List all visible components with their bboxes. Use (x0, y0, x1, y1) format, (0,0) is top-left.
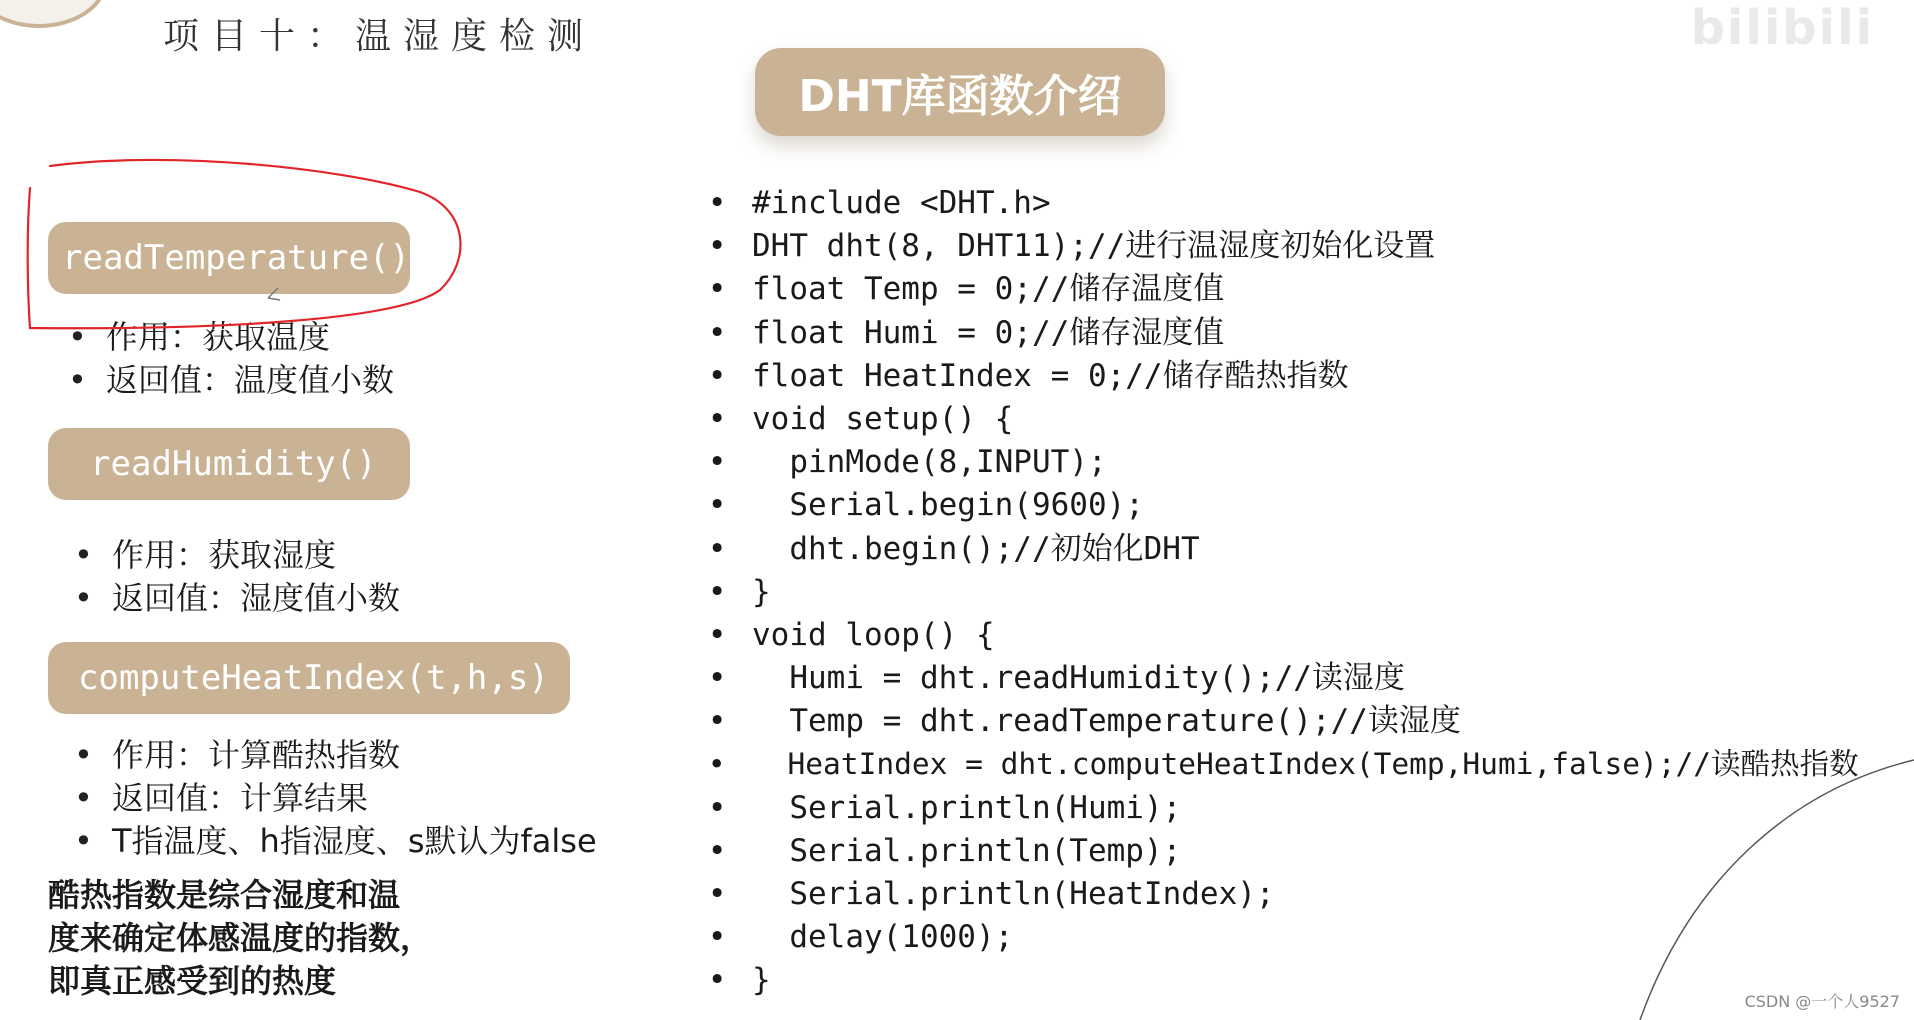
list-item: • 返回值：计算结果 (62, 777, 597, 820)
compute-heat-index-bullets (62, 734, 597, 863)
code-line: • DHT dht(8, DHT11);//进行温湿度初始化设置 (700, 225, 1859, 268)
read-humidity-bullets (62, 534, 400, 620)
list-item: • T指温度、h指湿度、s默认为false (62, 820, 597, 863)
read-temperature-pill: readTemperature() (48, 222, 410, 294)
list-item: • 作用：获取温度 (56, 316, 394, 359)
code-line: • float Humi = 0;//储存湿度值 (700, 312, 1859, 355)
code-line: • } (700, 571, 1859, 614)
code-line: • Serial.println(Humi); (700, 787, 1859, 830)
code-line: • Serial.println(HeatIndex); (700, 873, 1859, 916)
csdn-credit: CSDN @一个人9527 (1744, 992, 1900, 1011)
code-line: • Serial.begin(9600); (700, 484, 1859, 527)
code-line: • Humi = dht.readHumidity();//读湿度 (700, 657, 1859, 700)
project-title: 项目十：温湿度检测 (163, 16, 596, 57)
red-annotation-circle (0, 0, 480, 340)
code-line: • pinMode(8,INPUT); (700, 441, 1859, 484)
code-listing (700, 182, 1859, 1003)
code-line: • void setup() { (700, 398, 1859, 441)
list-item: • 返回值：湿度值小数 (62, 577, 400, 620)
code-line: • void loop() { (700, 614, 1859, 657)
read-humidity-pill: readHumidity() (48, 428, 410, 500)
code-line: • dht.begin();//初始化DHT (700, 528, 1859, 571)
heat-index-note: 酷热指数是综合湿度和温 度来确定体感温度的指数， 即真正感受到的热度 (48, 876, 433, 1000)
code-line: • Temp = dht.readTemperature();//读湿度 (700, 700, 1859, 743)
code-line: • Serial.println(Temp); (700, 830, 1859, 873)
compute-heat-index-pill: computeHeatIndex(t,h,s) (48, 642, 570, 714)
code-line: • #include <DHT.h> (700, 182, 1859, 225)
list-item: • 作用：计算酷热指数 (62, 734, 597, 777)
code-line: • HeatIndex = dht.computeHeatIndex(Temp,Humi,false);//读酷热指数 (700, 743, 1859, 786)
list-item: • 返回值：温度值小数 (56, 359, 394, 402)
code-line: • float Temp = 0;//储存温度值 (700, 268, 1859, 311)
code-line: • float HeatIndex = 0;//储存酷热指数 (700, 355, 1859, 398)
bilibili-watermark: bilibili (1690, 0, 1874, 56)
list-item: • 作用：获取湿度 (62, 534, 400, 577)
code-line: • } (700, 959, 1859, 1002)
code-line: • delay(1000); (700, 916, 1859, 959)
section-title: DHT库函数介绍 (755, 48, 1165, 136)
